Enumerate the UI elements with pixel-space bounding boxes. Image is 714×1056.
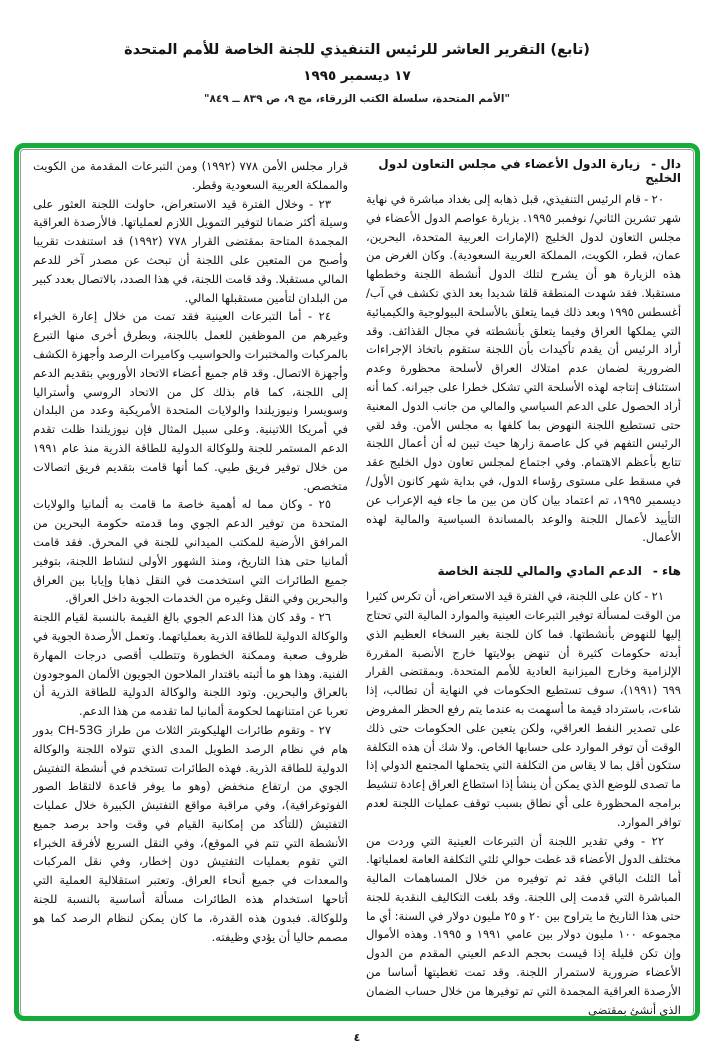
paragraph-26: ٢٦ - وقد كان هذا الدعم الجوي بالغ القيمة بالنسبة لقيام اللجنة والوكالة الدولية للطاقة الذرية بعملياتهما. وتعمل الأرصدة الجوية في ظروف صعبة وممكنة الخطورة وتتطلب أقصى درجات المهارة الفنية. وهذا هو ما أثبته باقتدار الملاحون الجويون الألمان الموجودون بالعراق والبحرين. وتود اللجنة والوكالة الدولية للطاقة الذرية أن تعربا عن امتنانهما لحكومة ألمانيا لما تقدمه من هذا الدعم. xyxy=(33,610,348,719)
section-title: الدعم المادي والمالي للجنة الخاصة xyxy=(437,564,642,579)
section-label: هاء - xyxy=(652,564,681,579)
right-column xyxy=(366,157,682,1016)
section-label: دال - xyxy=(651,157,681,171)
page-number: ٤ xyxy=(353,1031,361,1044)
paragraph-27: ٢٧ - وتقوم طائرات الهليكوبتر الثلاث من طراز CH-53G بدور هام في نظام الرصد الطويل المدى الذي تتولاه اللجنة والوكالة الدولية للطاقة الذرية. فهذه الطائرات تستخدم في أنشطة التفتيش الجوي من ارتفاع منخفض (وهو ما يوفر قاعدة لالتقاط الصور الفوتوغرافية)، وفي مراقبة مواقع التفتيش الكبيرة خلال عمليات التفتيش (للتأكد من إمكانية القيام في وقت واحد برصد جميع الأنشطة التي تتم في الموقع)، وفي النقل السريع لأفرقة الخبراء التي تقوم بعمليات التفتيش دون إخطار، وفي نقل المركبات والمعدات في جميع أنحاء العراق. وتعتبر استقلالية العملية التي أتاحها استخدام هذه الطائرات مسألة أساسية بالنسبة للجنة وللوكالة. فبدون هذه القدرة، ما كان يمكن لنظام الرصد كما هو مصمم حاليا أن يؤدي وظيفته. xyxy=(33,722,348,944)
report-date: ١٧ ديسمبر ١٩٩٥ xyxy=(303,68,411,84)
paragraph-25: ٢٥ - وكان مما له أهمية خاصة ما قامت به ألمانيا والولايات المتحدة من توفير الدعم الجوي وما قدمته حكومة البحرين من المرافق الأرضية للمكتب الميداني للجنة في المحرق. فقد قامت ألمانيا حتى هذا التاريخ، ومنذ الشهور الأولى لنشاط اللجنة، بتوفير جميع الطائرات التي استخدمت في النقل ذهابا وإيابا بين العراق والبحرين وفي النقل وغيره من الخدمات الجوية داخل العراق. xyxy=(33,497,348,606)
paragraph-24: ٢٤ - أما التبرعات العينية فقد تمت من خلال إعارة الخبراء وغيرهم من الموظفين للعمل باللجنة، وبطرق أخرى منها التبرع بالمركبات والمختبرات والحواسيب وكاميرات الرصد وأجهزة الكشف وأجهزة الاتصال. وقد قام جميع أعضاء الاتحاد الأوروبي بتقديم الدعم إلى اللجنة، كما قام بذلك كل من الاتحاد الروسي وأستراليا وسويسرا ونيوزيلندا والولايات المتحدة الأمريكية وعدد من البلدان في أمريكا اللاتينية. وعلى سبيل المثال فإن نيوزيلندا ظلت تقدم الدعم المستمر للجنة وللوكالة الدولية للطاقة الذرية منذ عام ١٩٩١ من خلال توفير فريق طبي. كما أنها قامت بتقديم فريق اتصالات متخصص. xyxy=(33,309,348,493)
section-heading-ha xyxy=(366,564,681,578)
two-column-text xyxy=(19,148,695,1016)
page-header xyxy=(0,42,714,105)
report-title: (تابع) التقرير العاشر للرئيس التنفيذي للجنة الخاصة للأمم المتحدة xyxy=(124,42,590,58)
paragraph-22-continuation: قرار مجلس الأمن ٧٧٨ (١٩٩٢) ومن التبرعات المقدمة من الكويت والمملكة العربية السعودية وقطر. xyxy=(33,159,348,192)
paragraph-20: ٢٠ - قام الرئيس التنفيذي، قبل ذهابه إلى بغداد مباشرة في نهاية شهر تشرين الثاني/ نوفمبر ١٩٩٥. بزيارة عواصم الدول الأعضاء في مجلس التعاون لدول الخليج (الإمارات العربية المتحدة، البحرين، عمان، قطر، الكويت، المملكة العربية السعودية). وكان الغرض من هذه الزيارة هو أن يشرح لتلك الدول أنشطة اللجنة وخططها مستقبلا. فقد شهدت المنطقة قلقا شديدا بعد الذي تكشف في آب/ أغسطس ١٩٩٥ وبعد ذلك فيما يتعلق بالأسلحة البيولوجية والكيميائية التي يملكها العراق وفيما يتعلق بأنشطته في مجال القذائف. وقد أراد الرئيس أن يقدم تأكيدات بأن اللجنة ستقوم باتخاذ الإجراءات الضرورية لضمان عدم امتلاك العراق لأسلحة محظورة وعدم استئناف إنتاجه لهذه الأسلحة التي تشكل خطرا على جيرانه. كما أنه أراد الحصول على الدعم السياسي والمالي من جانب الدول المعنية حتى تستطيع اللجنة النهوض بما كلفها به مجلس الأمن. وقد لقي الرئيس التفهم في كل عاصمة زارها حيث تبين له أن أعمال اللجنة تتابع بأعظم الاهتمام. وفي اجتماع لمجلس تعاون دول الخليج عقد في مسقط على مستوى رؤساء الدول، في بداية شهر كانون الأول/ ديسمبر ١٩٩٥، تم اعتماد بيان كان من بين ما جاء فيه الإعراب عن التأييد لأعمال اللجنة والوعد بالمساندة السياسية والمالية لهذه الأعمال. xyxy=(366,192,682,545)
green-frame xyxy=(14,143,700,1021)
paragraph-21: ٢١ - كان على اللجنة، في الفترة قيد الاستعراض، أن تكرس كثيرا من الوقت لمسألة توفير التبرعات العينية والموارد المالية التي تحتاج إليها للنهوض بأنشطتها. فما كان للجنة بغير السخاء العظيم الذي أبدته حكومات كثيرة أن تنهض بولايتها خارج الأنصبة المقررة الإلزامية وخارج الميزانية العادية للأمم المتحدة. وبمقتضى القرار ٦٩٩ (١٩٩١)، سوف تستطيع الحكومات في النهاية أن تطالب، إذا شاءت، باسترداد قيمة ما أسهمت به عندما يتم رفع الحظر المفروض على تصدير النفط العراقي، ولكن يتعين على الحكومات حتى ذلك الوقت أن توفر الموارد على حسابها الخاص. ولا شك أن هذه التكلفة ستكون أقل بما لا يقاس من التكلفة التي يتحملها المجتمع الدولي إذا ما تصدى للوضع الذي يمكن أن ينشأ إذا استطاع العراق إعادة تنشيط برامجه المحظورة على أي نطاق بسبب توقف عمليات اللجنة لعدم توافر الموارد. xyxy=(366,589,681,829)
source-citation: "الأمم المتحدة، سلسلة الكتب الزرقاء، مج ٩، ص ٨٣٩ ــ ٨٤٩" xyxy=(204,93,510,105)
left-column xyxy=(33,157,348,1008)
section-heading-dal xyxy=(366,157,681,185)
paragraph-22: ٢٢ - وفي تقدير اللجنة أن التبرعات العينية التي وردت من مختلف الدول الأعضاء قد غطت حوالي ثلثي التكلفة العامة لعملياتها. أما الثلث الباقي فقد تم توفيره من خلال المساهمات المالية المباشرة التي قدمت إلى اللجنة. وقد بلغت التكاليف النقدية للجنة حتى هذا التاريخ ما يتراوح بين ٢٠ و ٢٥ مليون دولار في السنة: أي ما مجموعه ١٠٠ مليون دولار بين عامي ١٩٩١ و ١٩٩٥. وهذه الأموال وإن تكن قليلة إذا قيست بحجم الدعم العيني المقدم من الدول الأعضاء ضرورية لاستمرار اللجنة. وقد تمت تغطيتها أساسا من الأرصدة العراقية المجمدة التي تم توفيرها من خلال حساب الضمان الذي أنشئ بمقتضى xyxy=(366,833,681,1016)
paragraph-23: ٢٣ - وخلال الفترة قيد الاستعراض، حاولت اللجنة العثور على وسيلة أكثر ضمانا لتوفير التمويل اللازم لعملياتها. فالأرصدة العراقية المجمدة المتاحة بمقتضى القرار ٧٧٨ (١٩٩٢) قد استنفدت تقريبا وأصبح من المتعين على اللجنة أن تبحث عن مصدر آخر للدعم المالي مستقبلا. وقد قامت اللجنة، في هذا الصدد، بالاتصال بعدد كبير من البلدان لتأمين مستقبلها المالي. xyxy=(33,196,348,305)
section-title: زيارة الدول الأعضاء في مجلس التعاون لدول الخليج xyxy=(378,157,681,185)
